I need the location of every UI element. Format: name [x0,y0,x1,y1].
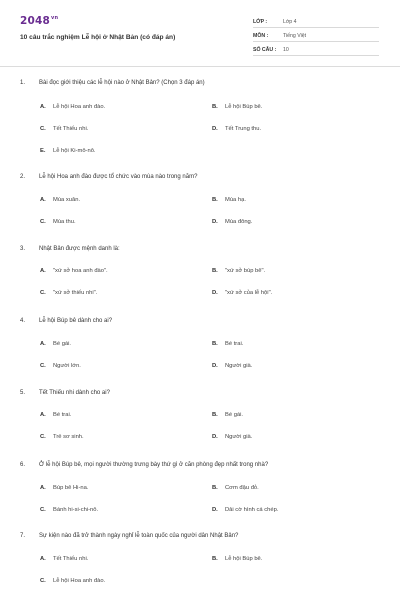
option-text: Tết Trung thu. [225,126,262,132]
option-text: "xứ sở của lễ hội". [225,290,273,296]
option-letter: A. [40,412,46,418]
question-text [20,390,110,396]
meta-row-class [253,16,379,28]
option-letter: C. [40,219,46,225]
option-letter: C. [40,507,46,513]
option-letter: C. [40,126,46,132]
question-number: 2. [20,174,26,180]
option-c[interactable] [40,578,105,584]
option-text: Mùa hạ. [225,197,246,203]
meta-row-count [253,44,379,56]
option-letter: C. [40,363,46,369]
option-letter: C. [40,434,46,440]
question-prompt: Bài đọc giới thiệu các lễ hội nào ở Nhật Bản? (Chọn 3 đáp án) [39,80,205,86]
option-b[interactable] [212,197,246,203]
question-number: 5. [20,390,26,396]
question-text [20,80,205,86]
option-d[interactable] [212,219,252,225]
option-d[interactable] [212,290,272,296]
question-text [20,246,120,252]
option-d[interactable] [212,507,278,513]
option-letter: E. [40,148,46,154]
meta-value: Tiếng Việt [283,33,307,39]
option-text: Bánh hi-si-chi-nô. [53,507,99,513]
option-b[interactable] [212,485,259,491]
option-c[interactable] [40,507,98,513]
option-text: Tết Thiếu nhi. [53,126,89,132]
meta-value: 10 [283,47,289,53]
header-divider [0,66,400,67]
option-b[interactable] [212,268,265,274]
option-text: Trẻ sơ sinh. [53,434,84,440]
option-text: Mùa đông. [225,219,253,225]
option-text: "xứ sở thiếu nhi". [53,290,98,296]
option-c[interactable] [40,290,97,296]
meta-value: Lớp 4 [283,19,297,25]
question-number: 4. [20,318,26,324]
option-letter: B. [212,412,218,418]
option-letter: A. [40,197,46,203]
option-letter: A. [40,341,46,347]
option-a[interactable] [40,197,80,203]
question-prompt: Sự kiện nào đã trở thành ngày nghỉ lễ toàn quốc của người dân Nhật Bản? [39,533,239,539]
question-text [20,174,197,180]
option-text: Bé trai. [225,341,244,347]
option-letter: B. [212,485,218,491]
option-text: Người lớn. [53,363,81,369]
option-text: Bé gái. [53,341,72,347]
option-text: Búp bê Hi-na. [53,485,89,491]
option-text: Mùa thu. [53,219,76,225]
question-number: 6. [20,462,26,468]
logo-suffix: vn [51,15,59,21]
meta-label: MÔN : [253,33,269,39]
option-letter: D. [212,507,218,513]
option-a[interactable] [40,556,88,562]
option-letter: B. [212,104,218,110]
option-b[interactable] [212,556,262,562]
question-text [20,533,238,539]
option-c[interactable] [40,363,81,369]
option-c[interactable] [40,126,88,132]
option-text: Người già. [225,363,253,369]
option-a[interactable] [40,104,105,110]
option-a[interactable] [40,412,71,418]
question-number: 3. [20,246,26,252]
option-letter: C. [40,578,46,584]
option-b[interactable] [212,412,243,418]
option-c[interactable] [40,434,84,440]
option-d[interactable] [212,434,252,440]
option-letter: D. [212,219,218,225]
question-number: 1. [20,80,26,86]
option-text: Lễ hội Ki-mô-nô. [53,148,96,154]
question-text [20,318,112,324]
option-letter: C. [40,290,46,296]
option-text: Người già. [225,434,253,440]
question-prompt: Ở lễ hội Búp bê, mọi người thường trưng bày thứ gì ở căn phòng đẹp nhất trong nhà? [39,462,269,468]
option-text: Cơm đậu đỏ. [225,485,259,491]
option-letter: B. [212,268,218,274]
option-b[interactable] [212,104,262,110]
option-text: Lễ hội Hoa anh đào. [53,104,106,110]
question-prompt: Lễ hội Hoa anh đào được tổ chức vào mùa nào trong năm? [39,174,198,180]
option-text: Lễ hội Hoa anh đào. [53,578,106,584]
meta-row-subject [253,30,379,42]
option-text: Tết Thiếu nhi. [53,556,89,562]
option-letter: A. [40,268,46,274]
meta-label: SỐ CÂU : [253,47,277,53]
option-letter: A. [40,556,46,562]
option-text: Bé gái. [225,412,244,418]
question-number: 7. [20,533,26,539]
option-text: Dải cờ hình cá chép. [225,507,279,513]
option-a[interactable] [40,485,88,491]
option-letter: B. [212,556,218,562]
document-title: 10 câu trắc nghiệm Lễ hội ở Nhật Bản (có đáp án) [20,34,176,41]
option-letter: D. [212,363,218,369]
option-a[interactable] [40,268,108,274]
site-logo[interactable] [20,15,58,27]
option-a[interactable] [40,341,71,347]
option-text: Mùa xuân. [53,197,81,203]
option-c[interactable] [40,219,76,225]
option-letter: D. [212,126,218,132]
question-prompt: Lễ hội Búp bê dành cho ai? [39,318,113,324]
meta-label: LỚP : [253,19,268,25]
option-letter: A. [40,485,46,491]
option-e[interactable] [40,148,96,154]
logo-text: 2048 [20,15,51,27]
option-text: Bé trai. [53,412,72,418]
option-text: "xứ sở búp bê". [225,268,266,274]
option-b[interactable] [212,341,243,347]
question-prompt: Tết Thiếu nhi dành cho ai? [39,390,110,396]
option-text: Lễ hội Búp bê. [225,556,263,562]
option-text: "xứ sở hoa anh đào". [53,268,108,274]
option-letter: A. [40,104,46,110]
option-text: Lễ hội Búp bê. [225,104,263,110]
question-text [20,462,268,468]
option-letter: D. [212,434,218,440]
option-letter: D. [212,290,218,296]
option-letter: B. [212,197,218,203]
option-d[interactable] [212,363,252,369]
option-d[interactable] [212,126,261,132]
question-prompt: Nhật Bản được mệnh danh là: [39,246,120,252]
option-letter: B. [212,341,218,347]
